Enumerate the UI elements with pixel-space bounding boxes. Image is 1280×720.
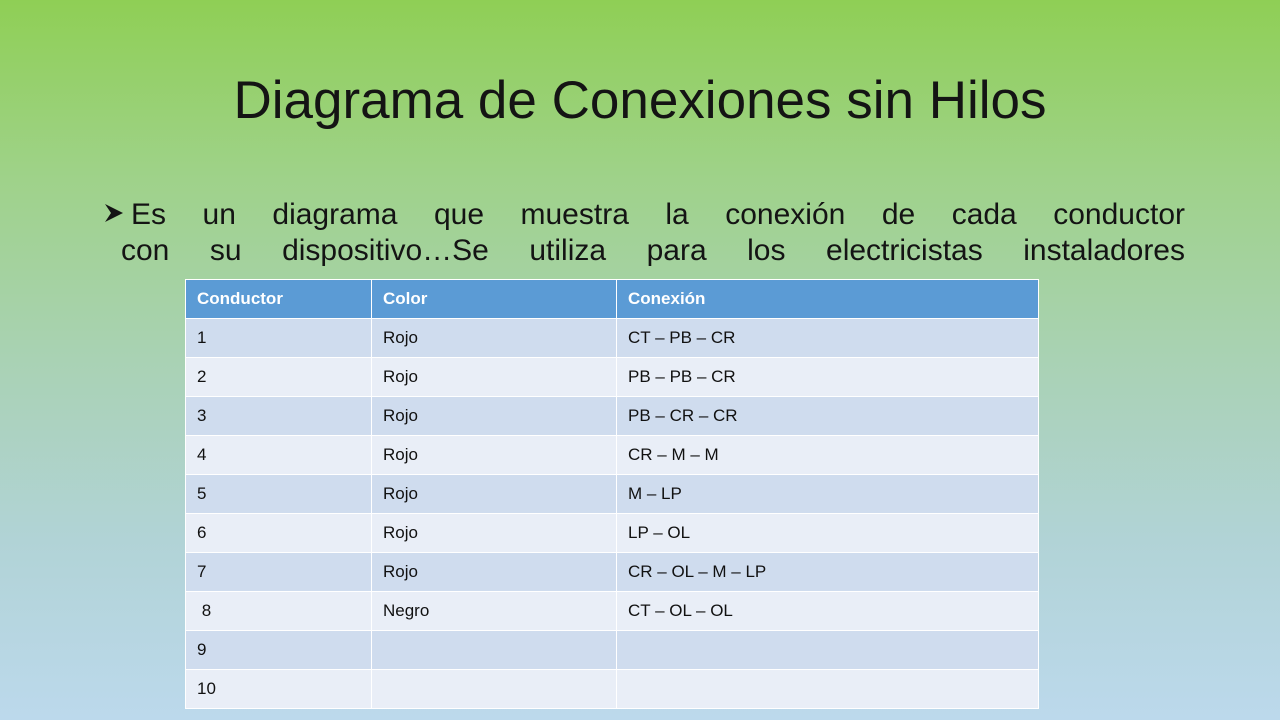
cell-color: Rojo	[372, 553, 617, 592]
table-row	[186, 553, 1039, 592]
bullet-line-1	[103, 196, 1185, 233]
bullet-text-line-1: Es un diagrama que muestra la conexión de cada conductor	[131, 198, 1185, 231]
cell-conductor: 4	[186, 436, 372, 475]
cell-color: Negro	[372, 592, 617, 631]
cell-conexion: CR – M – M	[617, 436, 1039, 475]
cell-color: Rojo	[372, 358, 617, 397]
table-row	[186, 631, 1039, 670]
table-row	[186, 319, 1039, 358]
cell-conexion: PB – CR – CR	[617, 397, 1039, 436]
cell-color: Rojo	[372, 514, 617, 553]
cell-conductor: 10	[186, 670, 372, 709]
cell-conexion: CT – PB – CR	[617, 319, 1039, 358]
table-row	[186, 436, 1039, 475]
slide-title: Diagrama de Conexiones sin Hilos	[233, 71, 1047, 130]
cell-conexion: CT – OL – OL	[617, 592, 1039, 631]
cell-color: Rojo	[372, 436, 617, 475]
cell-color: Rojo	[372, 319, 617, 358]
cell-conductor: 2	[186, 358, 372, 397]
bullet-paragraph	[103, 196, 1185, 269]
cell-conductor: 6	[186, 514, 372, 553]
cell-conexion: LP – OL	[617, 514, 1039, 553]
table-row	[186, 397, 1039, 436]
cell-conductor: 7	[186, 553, 372, 592]
cell-conexion	[617, 670, 1039, 709]
cell-conexion: PB – PB – CR	[617, 358, 1039, 397]
connections-table	[185, 279, 1039, 709]
cell-conexion	[617, 631, 1039, 670]
header-color: Color	[372, 280, 617, 319]
cell-conexion: CR – OL – M – LP	[617, 553, 1039, 592]
header-conductor: Conductor	[186, 280, 372, 319]
table-row	[186, 592, 1039, 631]
cell-conductor: 3	[186, 397, 372, 436]
cell-color: Rojo	[372, 475, 617, 514]
table-header-row	[186, 280, 1039, 319]
cell-conductor: 5	[186, 475, 372, 514]
table-row	[186, 514, 1039, 553]
table-row	[186, 670, 1039, 709]
cell-color	[372, 631, 617, 670]
table-row	[186, 358, 1039, 397]
cell-color: Rojo	[372, 397, 617, 436]
cell-conexion: M – LP	[617, 475, 1039, 514]
cell-conductor: 1	[186, 319, 372, 358]
bullet-text-line-2: con su dispositivo…Se utiliza para los electricistas instaladores	[121, 234, 1185, 267]
cell-conductor: 8	[186, 592, 372, 631]
table-row	[186, 475, 1039, 514]
cell-color	[372, 670, 617, 709]
arrow-bullet-icon	[103, 196, 131, 224]
cell-conductor: 9	[186, 631, 372, 670]
header-conexion: Conexión	[617, 280, 1039, 319]
